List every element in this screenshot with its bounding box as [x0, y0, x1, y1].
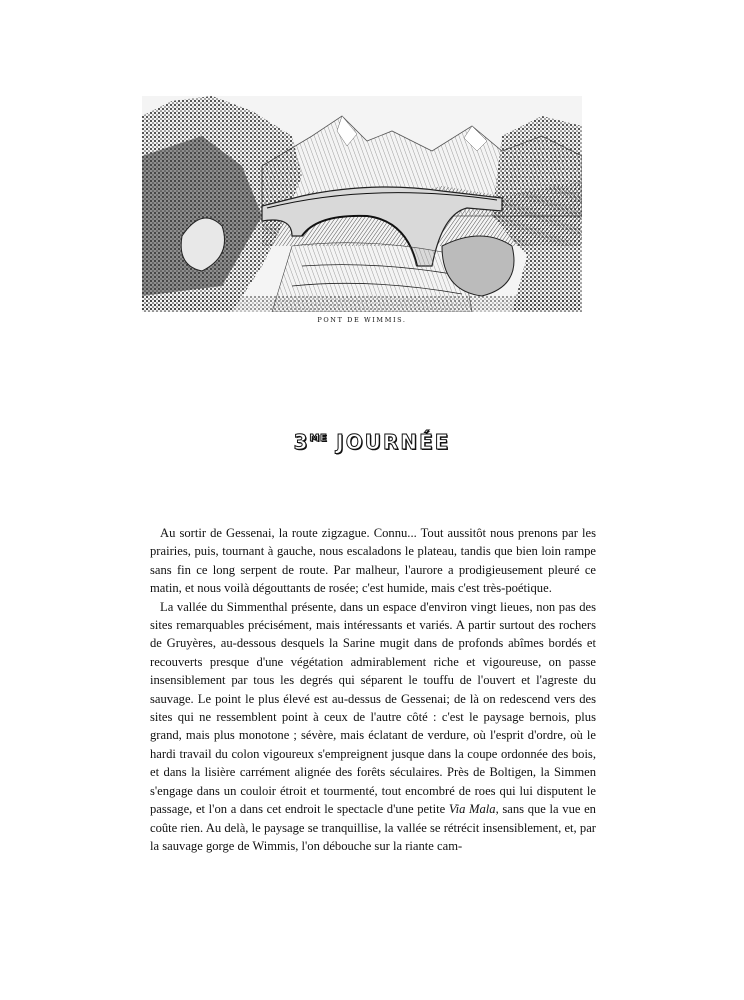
- chapter-body: [150, 524, 596, 855]
- paragraph-2-text-after: , sans que la vue en coûte rien. Au delà, le paysage se tranquillise, la vallée se rétrécit insensiblement, et, par la sauvage gorge de Wimmis, l'on débouche sur la riante cam-: [150, 802, 596, 853]
- chapter-number: 3: [293, 430, 310, 454]
- illustration-caption: PONT DE WIMMIS.: [317, 316, 407, 324]
- paragraph-2-text-before: La vallée du Simmenthal présente, dans un espace d'environ vingt lieues, non pas des sites remarquables précisément, mais intéressants et variés. A partir surtout des rochers de Gruyères, au-dessous desquels la Sarine mugit dans de profonds abîmes bordés et recouverts presque d'une végétation admirablement riche et vigoureuse, on passe insensiblement par tous les degrés qui séparent le touffu de l'ouvert et l'agreste du sauvage. Le point le plus élevé est au-dessus de Gessenai; de là on redescend vers des sites qui ne ressemblent point à ceux de l'autre côté : c'est le paysage bernois, plus grand, mais plus monotone ; sévère, mais éclatant de verdure, où l'esprit d'ordre, où le hardi travail du colon vigoureux s'empreignent jusque dans la coupe ordonnée des bois, et dans la lisière carrément alignée des forêts séculaires. Près de Boltigen, la Simmen s'engage dans un couloir étroit et tourmenté, tout encombré de roes qui lui disputent le passage, et l'on a dans cet endroit le spectacle d'une petite: [150, 599, 596, 817]
- bridge-engraving-icon: [142, 96, 582, 312]
- bridge-engraving-illustration: [142, 96, 582, 312]
- chapter-title: [200, 430, 544, 454]
- paragraph-2: [150, 598, 596, 856]
- paragraph-2-emphasis: Via Mala: [448, 802, 496, 817]
- paragraph-1: Au sortir de Gessenai, la route zigzague. Connu... Tout aussitôt nous prenons par les prairies, puis, tournant à gauche, nous escaladons le plateau, tandis que bien loin rampe sans fin ce long serpent de route. Par malheur, l'aurore a prodigieusement pleuré ce matin, et nous voilà dégouttants de rosée; c'est humide, mais c'est très-poétique.: [150, 526, 596, 596]
- chapter-title-word: JOURNÉE: [336, 430, 451, 454]
- chapter-number-suffix: ME: [309, 433, 328, 444]
